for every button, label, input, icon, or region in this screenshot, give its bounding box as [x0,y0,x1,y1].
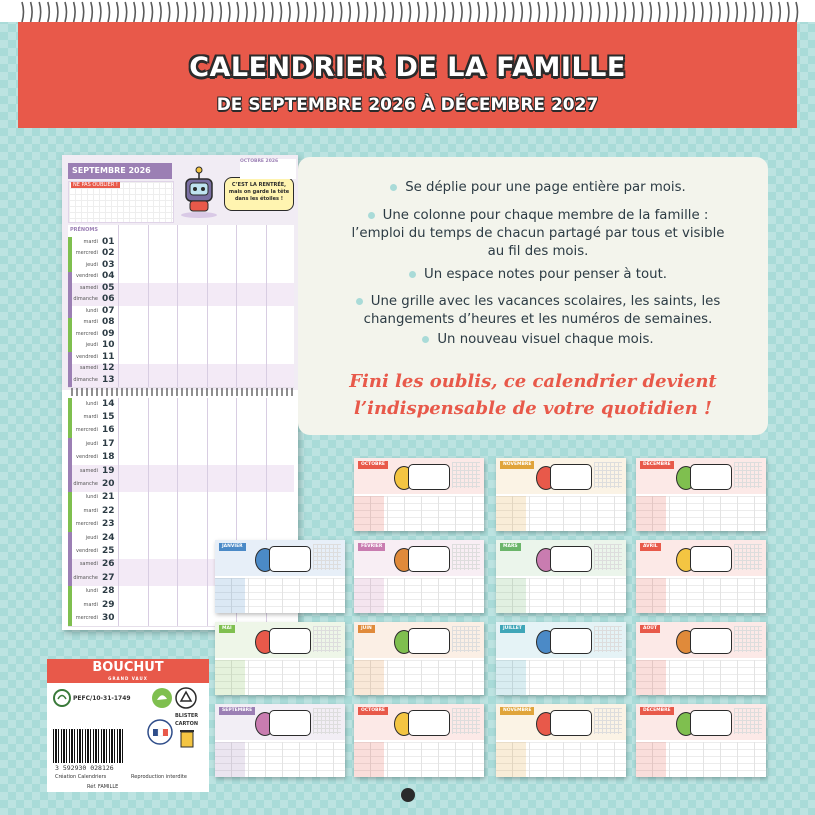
feature-item: Un espace notes pour penser à tout. [318,266,758,284]
bullet-dot-icon [409,271,416,278]
thumbnail-bubble [550,464,592,490]
notes-area [68,181,174,223]
day-number: 09 [102,328,115,339]
month-thumbnail [636,458,766,531]
thumbnail-month-label: SEPTEMBRE [219,707,255,715]
day-name: mercredi [75,427,98,434]
day-name: mardi [83,601,98,608]
month-thumbnail [354,704,484,777]
thumbnail-day-column [496,742,526,777]
thumbnail-bubble [269,710,311,736]
notes-label: NE PAS OUBLIER ! [73,182,118,188]
thumbnail-mini-calendar [734,626,762,652]
day-number: 30 [102,613,115,624]
recycling-icon [175,687,197,709]
day-number: 29 [102,599,115,610]
day-number: 02 [102,248,115,259]
feature-item: Se déplie pour une page entière par mois. [318,179,758,197]
thumbnail-mini-calendar [594,544,622,570]
thumbnail-bubble [408,628,450,654]
day-name: jeudi [85,440,98,447]
calendar-month-label: SEPTEMBRE 2026 [68,163,172,179]
month-thumbnail [215,540,345,613]
day-name: mercredi [75,250,98,257]
thumbnail-month-label: JANVIER [219,543,246,551]
member-column [177,398,178,626]
pefc-logo-icon [53,689,71,707]
credit-text: Création Calendriers [55,774,107,780]
calendar-day-row [68,411,294,425]
day-number: 16 [102,425,115,436]
day-name: mercredi [75,330,98,337]
thumbnail-month-label: OCTOBRE [358,461,388,469]
thumbnail-month-label: OCTOBRE [358,707,388,715]
day-name: vendredi [76,353,98,360]
speech-bubble: C’EST LA RENTRÉE, mais on garde la tête dans les étoiles ! [224,177,294,211]
thumbnail-day-column [496,578,526,613]
day-name: mardi [83,319,98,326]
thumbnail-bubble [269,546,311,572]
day-number: 06 [102,294,115,305]
brand-logo: BOUCHUT GRAND VAUX [47,659,209,683]
calendar-day-row [68,452,294,466]
member-column [148,225,149,387]
calendar-day-row [68,398,294,412]
day-name: jeudi [85,534,98,541]
day-number: 26 [102,559,115,570]
thumbnail-month-label: AVRIL [640,543,661,551]
thumbnail-day-column [215,578,245,613]
origine-france-icon [147,717,173,747]
prenoms-label: PRÉNOMS [70,227,98,233]
thumbnail-mini-calendar [594,626,622,652]
thumbnail-bubble [550,546,592,572]
thumbnail-day-column [636,742,666,777]
thumbnail-mini-calendar [452,462,480,488]
member-column [266,225,267,387]
thumbnail-month-label: DÉCEMBRE [640,461,674,469]
day-number: 24 [102,532,115,543]
calendar-day-row [68,519,294,533]
middle-spiral-icon [70,388,296,396]
thumbnail-bubble [690,628,732,654]
day-number: 11 [102,351,115,362]
imprim-vert-icon [151,687,173,709]
carton-label: CARTON [175,721,199,727]
thumbnail-month-label: NOVEMBRE [500,707,534,715]
day-number: 01 [102,236,115,247]
spiral-rings [0,0,815,22]
page-subtitle: DE SEPTEMBRE 2026 À DÉCEMBRE 2027 [216,95,599,115]
thumbnail-day-column [215,742,245,777]
day-name: lundi [85,588,98,595]
thumbnail-mini-calendar [452,544,480,570]
month-thumbnail [636,540,766,613]
thumbnail-mini-calendar [594,462,622,488]
day-name: lundi [85,400,98,407]
day-number: 15 [102,412,115,423]
member-column [177,225,178,387]
thumbnail-bubble [408,546,450,572]
month-thumbnail [215,622,345,695]
day-number: 04 [102,271,115,282]
day-name: lundi [85,307,98,314]
calendar-day-row [68,492,294,506]
bullet-dot-icon [422,336,429,343]
thumbnail-bubble [550,628,592,654]
bin-icon [179,729,195,749]
thumbnail-bubble [408,464,450,490]
calendar-day-row [68,375,294,388]
day-number: 08 [102,317,115,328]
spiral-binding [0,0,815,22]
day-name: lundi [85,494,98,501]
thumbnail-mini-calendar [734,462,762,488]
thumbnail-month-label: FÉVRIER [358,543,385,551]
thumbnail-day-column [636,660,666,695]
day-number: 25 [102,546,115,557]
reference-text: Réf. FAMILLE [87,784,119,790]
mini-calendar-label: OCTOBRE 2026 [240,159,296,179]
thumbnail-day-column [496,660,526,695]
month-thumbnail [354,540,484,613]
top-grid [68,225,294,387]
member-column [207,398,208,626]
thumbnail-bubble [690,710,732,736]
day-number: 17 [102,438,115,449]
thumbnail-mini-calendar [594,708,622,734]
feature-item: Un nouveau visuel chaque mois. [318,331,758,349]
day-number: 03 [102,259,115,270]
day-name: vendredi [76,454,98,461]
reproduction-text: Reproduction interdite [131,774,187,780]
day-number: 14 [102,398,115,409]
month-thumbnail [496,540,626,613]
thumbnail-mini-calendar [452,708,480,734]
month-thumbnail [496,622,626,695]
thumbnail-bubble [550,710,592,736]
bullet-dot-icon [356,298,363,305]
day-name: vendredi [76,548,98,555]
day-number: 10 [102,340,115,351]
day-number: 07 [102,305,115,316]
thumbnail-day-column [636,496,666,531]
day-name: dimanche [73,296,98,303]
day-name: mercredi [75,615,98,622]
member-column [236,225,237,387]
thumbnail-month-label: MARS [500,543,521,551]
thumbnail-mini-calendar [452,626,480,652]
day-number: 22 [102,505,115,516]
month-thumbnail [636,622,766,695]
day-name: dimanche [73,376,98,383]
day-number: 20 [102,479,115,490]
month-thumbnail [496,458,626,531]
calendar-day-row [68,478,294,492]
day-number: 28 [102,586,115,597]
member-column [118,225,119,387]
thumbnail-month-label: JUIN [358,625,375,633]
member-column [207,225,208,387]
thumbnail-mini-calendar [734,708,762,734]
page-title: CALENDRIER DE LA FAMILLE [189,52,626,83]
month-thumbnail [496,704,626,777]
day-number: 21 [102,492,115,503]
day-name: samedi [79,284,98,291]
day-name: samedi [79,467,98,474]
features-box [298,157,768,435]
day-number: 19 [102,465,115,476]
thumbnail-day-column [354,578,384,613]
day-number: 23 [102,519,115,530]
thumbnail-month-label: DÉCEMBRE [640,707,674,715]
calendar-day-row [68,438,294,452]
thumbnail-day-column [636,578,666,613]
day-name: mardi [83,507,98,514]
month-thumbnail [354,622,484,695]
calendar-day-row [68,505,294,519]
thumbnail-mini-calendar [313,626,341,652]
pefc-code: PEFC/10-31-1749 [73,695,131,702]
bullet-dot-icon [390,184,397,191]
robot-mascot-icon [176,165,222,219]
thumbnail-month-label: AOÛT [640,625,660,633]
thumbnail-bubble [408,710,450,736]
day-name: dimanche [73,481,98,488]
header-band [18,22,797,128]
barcode [53,729,125,763]
thumbnail-day-column [215,660,245,695]
hanging-hole [401,788,415,802]
bullet-dot-icon [368,212,375,219]
day-name: mardi [83,414,98,421]
thumbnail-day-column [354,660,384,695]
day-name: dimanche [73,574,98,581]
feature-item: Une colonne pour chaque membre de la famille : l’emploi du temps de chacun partagé par tous et visible au fil des mois. [351,208,725,259]
thumbnail-mini-calendar [734,544,762,570]
day-number: 18 [102,452,115,463]
member-column [118,398,119,626]
product-info-panel [47,659,209,792]
barcode-number: 3 592930 028126 [55,764,114,772]
thumbnail-bubble [690,464,732,490]
calendar-day-row [68,425,294,439]
day-name: samedi [79,561,98,568]
thumbnail-day-column [354,742,384,777]
day-number: 13 [102,374,115,385]
thumbnail-day-column [496,496,526,531]
day-name: mardi [83,238,98,245]
month-thumbnail [636,704,766,777]
month-thumbnail [354,458,484,531]
feature-item: Une grille avec les vacances scolaires, les saints, les changements d’heures et les numéros de semaines. [318,293,758,329]
thumbnail-month-label: JUILLET [500,625,525,633]
thumbnail-mini-calendar [313,708,341,734]
day-number: 27 [102,572,115,583]
day-name: vendredi [76,273,98,280]
slogan-line-2: l’indispensable de votre quotidien ! [354,398,712,419]
member-column [148,398,149,626]
day-number: 05 [102,282,115,293]
thumbnail-bubble [269,628,311,654]
blister-label: BLISTER [175,713,199,719]
day-name: samedi [79,365,98,372]
day-name: jeudi [85,261,98,268]
thumbnail-month-label: NOVEMBRE [500,461,534,469]
day-name: jeudi [85,342,98,349]
slogan-line-1: Fini les oublis, ce calendrier devient [349,371,717,392]
thumbnail-bubble [690,546,732,572]
thumbnail-mini-calendar [313,544,341,570]
calendar-day-row [68,465,294,479]
month-thumbnail [215,704,345,777]
day-name: mercredi [75,521,98,528]
thumbnail-month-label: MAI [219,625,235,633]
day-number: 12 [102,363,115,374]
thumbnail-day-column [354,496,384,531]
